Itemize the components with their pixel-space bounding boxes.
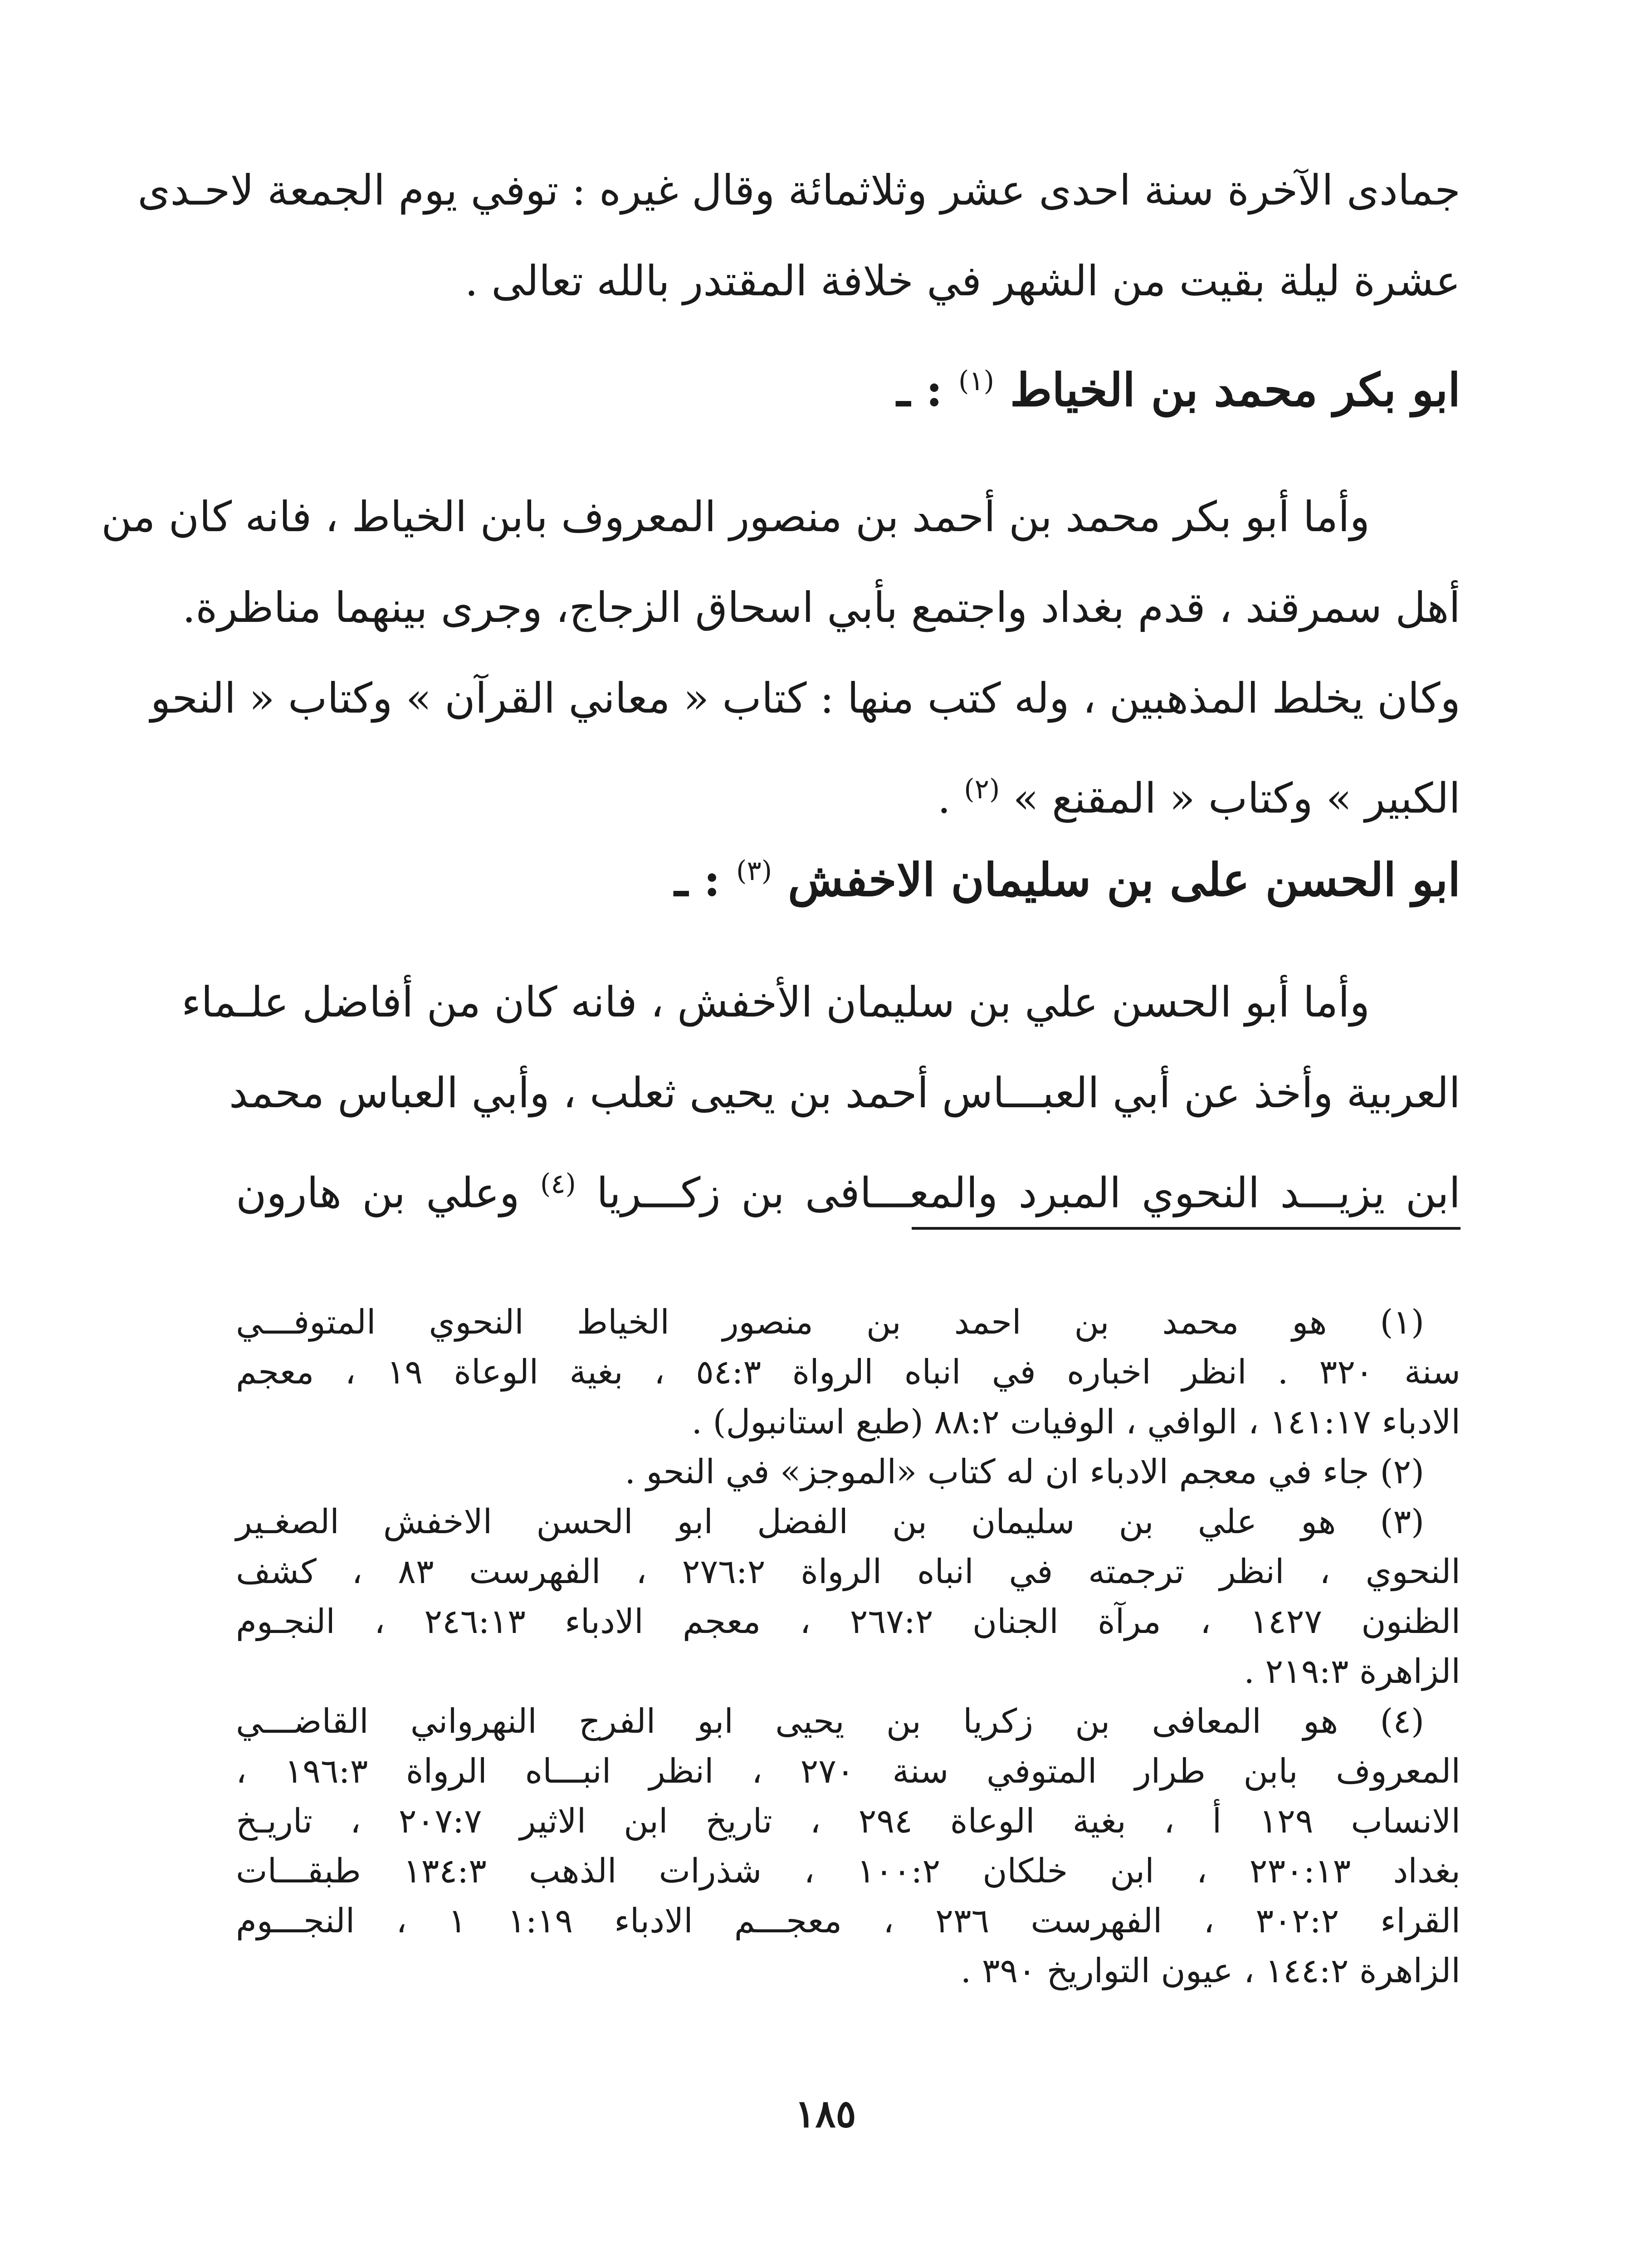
section-heading-al-akhfash	[236, 826, 1460, 925]
paragraph-line: أهل سمرقند ، قدم بغداد واجتمع بأبي اسحاق الزجاج، وجرى بينهما مناظرة.	[182, 583, 1460, 632]
paragraph-text: الكبير » وكتاب « المقنع »	[1013, 774, 1460, 823]
heading-suffix: : ـ	[674, 853, 721, 907]
paragraph-ibn-al-khayyat	[101, 472, 1460, 844]
paragraph-end: .	[937, 774, 951, 823]
page-number: ١٨٥	[795, 2091, 856, 2136]
footnote-ref-1: (١)	[958, 365, 995, 397]
footnote-1	[236, 1297, 1460, 1447]
footnote-line: المعروف بابن طرار المتوفي سنة ٢٧٠ ، انظر انبـــاه الرواة ١٩٦:٣ ،	[236, 1752, 1460, 1791]
footnote-line: القراء ٣٠٢:٢ ، الفهرست ٢٣٦ ، معجـــم الادباء ١:١٩ ١ ، النجـــوم	[236, 1901, 1461, 1941]
footnote-line: الزاهرة ٢١٩:٣ .	[1244, 1652, 1460, 1691]
footnote-line: الظنون ١٤٢٧ ، مرآة الجنان ٢٦٧:٢ ، معجم الادباء ٢٤٦:١٣ ، النجـوم	[236, 1602, 1461, 1641]
footnote-2	[236, 1447, 1460, 1497]
heading-suffix: : ـ	[897, 363, 943, 417]
section-heading-ibn-al-khayyat	[236, 336, 1460, 435]
footnote-line: (٢) جاء في معجم الادباء ان له كتاب «الموجز» في النحو .	[625, 1452, 1424, 1491]
paragraph-line: وأما أبو بكر محمد بن أحمد بن منصور المعروف بابن الخياط ، فانه كان من	[101, 493, 1370, 541]
footnote-line: النحوي ، انظر ترجمته في انباه الرواة ٢٧٦:٢ ، الفهرست ٨٣ ، كشف	[236, 1552, 1460, 1591]
paragraph-line: وكان يخلط المذهبين ، وله كتب منها : كتاب « معاني القرآن » وكتاب « النحو	[150, 674, 1460, 723]
footnote-separator	[912, 1227, 1460, 1230]
footnote-line: الزاهرة ١٤٤:٢ ، عيون التواريخ ٣٩٠ .	[960, 1951, 1460, 1990]
footnote-3	[236, 1497, 1460, 1696]
paragraph-line: وأما أبو الحسن علي بن سليمان الأخفش ، فانه كان من أفاضل علـماء	[181, 978, 1370, 1026]
footnote-line: (٤) هو المعافى بن زكريا بن يحيى ابو الفرج النهرواني القاضـــي	[236, 1702, 1424, 1741]
intro-line-2: عشرة ليلة بقيت من الشهر في خلافة المقتدر بالله تعالى .	[464, 257, 1460, 305]
intro-line-1: جمادى الآخرة سنة احدى عشر وثلاثمائة وقال غيره : توفي يوم الجمعة لاحـدى	[137, 166, 1460, 215]
footnote-ref-3: (٣)	[736, 855, 772, 887]
footnote-line: الادباء ١٤١:١٧ ، الوافي ، الوفيات ٨٨:٢ (طبع استانبول) .	[691, 1403, 1460, 1442]
footnotes	[236, 1297, 1460, 1996]
footnote-line: الانساب ١٢٩ أ ، بغية الوعاة ٢٩٤ ، تاريخ ابن الاثير ٢٠٧:٧ ، تاريـخ	[236, 1802, 1460, 1841]
footnote-ref-2: (٢)	[964, 773, 1000, 805]
footnote-ref-4: (٤)	[540, 1168, 576, 1200]
paragraph-al-akhfash	[181, 957, 1460, 1239]
paragraph-line	[236, 1139, 1460, 1239]
paragraph-line: العربية وأخذ عن أبي العبـــاس أحمد بن يحيى ثعلب ، وأبي العباس محمد	[229, 1069, 1460, 1117]
footnote-line: (١) هو محمد بن احمد بن منصور الخياط النحوي المتوفـــي	[236, 1303, 1424, 1342]
heading-text: ابو بكر محمد بن الخياط	[1010, 363, 1460, 417]
footnote-line: (٣) هو علي بن سليمان بن الفضل ابو الحسن الاخفش الصغـير	[236, 1502, 1424, 1541]
footnote-4	[236, 1696, 1460, 1996]
paragraph-text: وعلي بن هارون	[236, 1168, 520, 1217]
heading-text: ابو الحسن على بن سليمان الاخفش	[787, 853, 1460, 907]
footnote-line: بغداد ٢٣٠:١٣ ، ابن خلكان ١٠٠:٢ ، شذرات الذهب ١٣٤:٣ طبقـــات	[236, 1852, 1460, 1891]
footnote-line: سنة ٣٢٠ . انظر اخباره في انباه الرواة ٥٤:٣ ، بغية الوعاة ١٩ ، معجم	[236, 1353, 1460, 1392]
paragraph-text: ابن يزيـــد النحوي المبرد والمعـــافى بن زكـــريا	[596, 1168, 1460, 1217]
intro-paragraph	[137, 145, 1460, 327]
